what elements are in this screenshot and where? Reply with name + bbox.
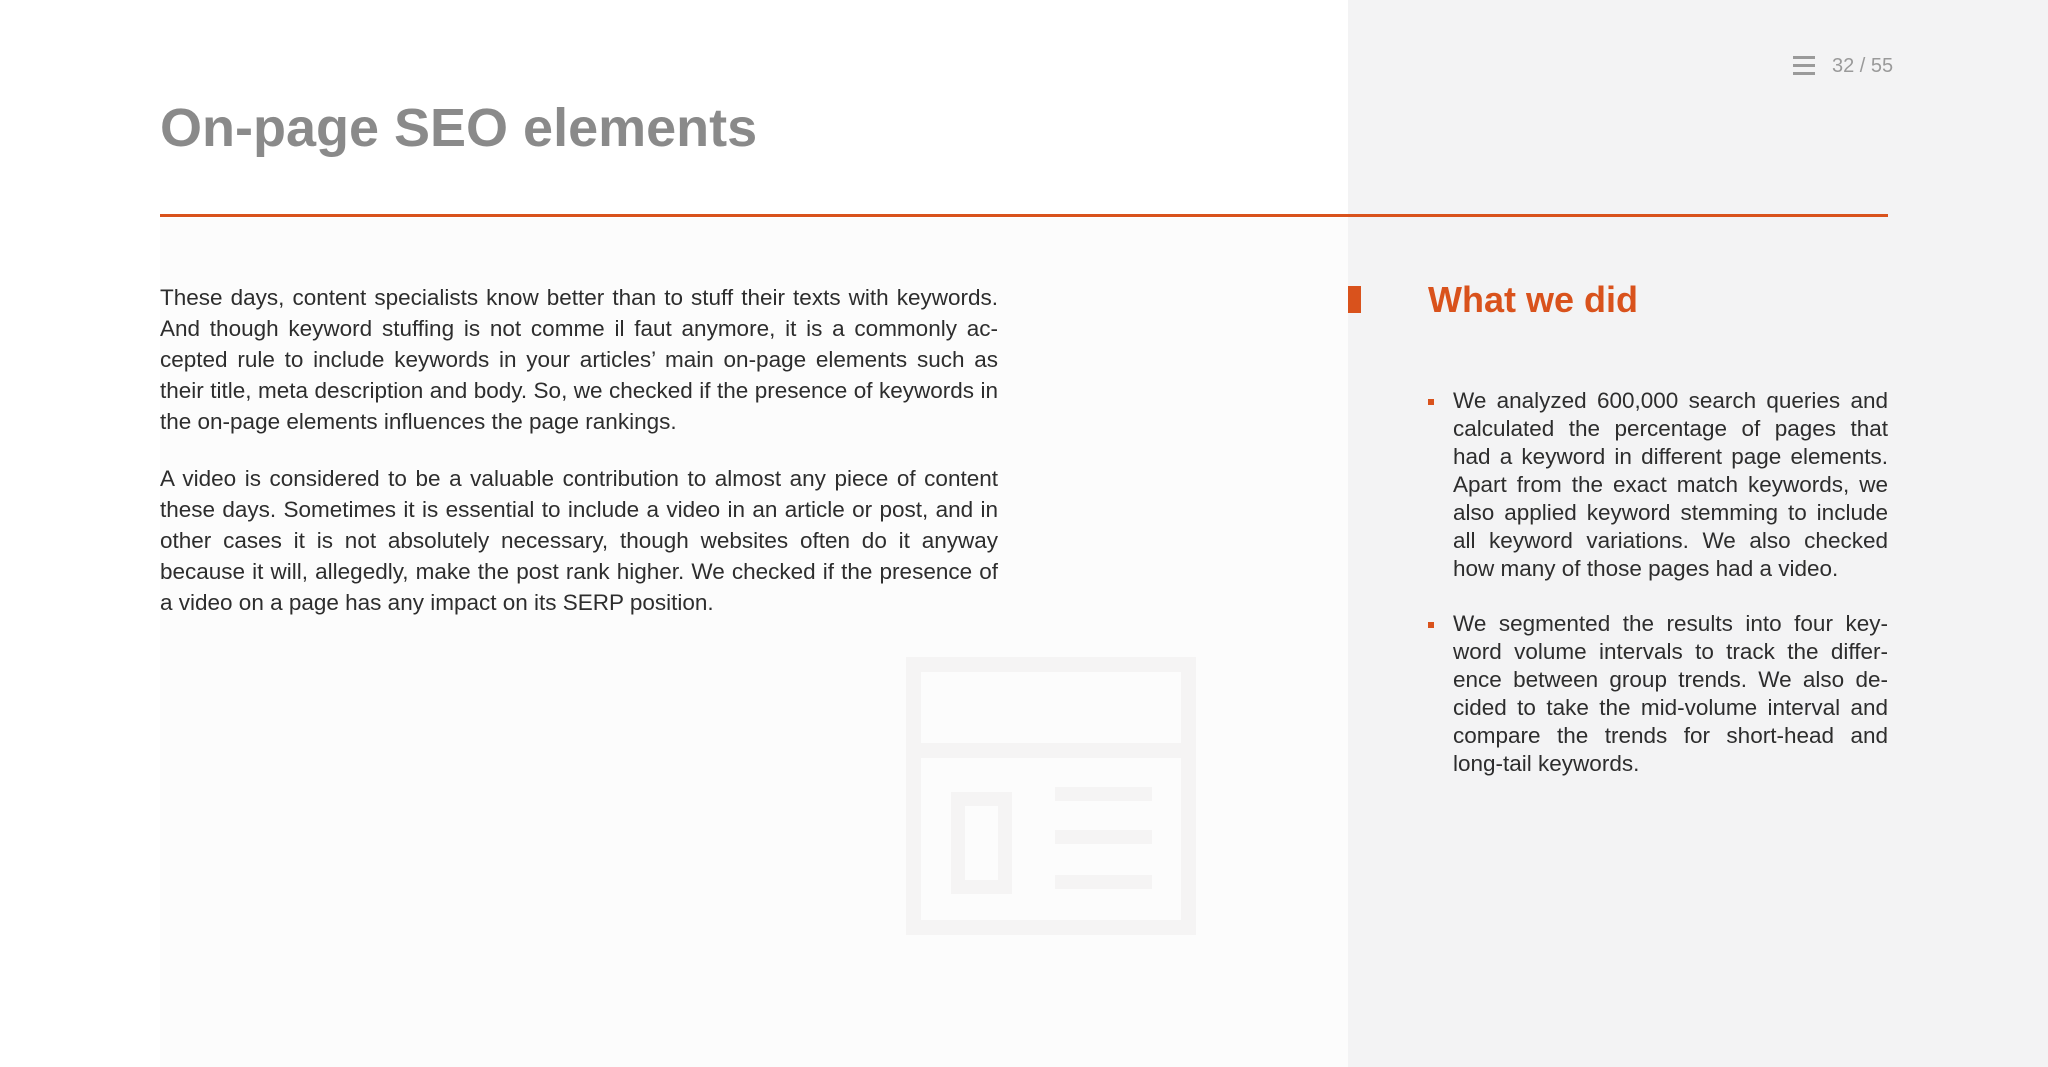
paragraph-keywords: These days, content specialists know better than to stuff their texts with keywords. And though keyword stuffing is not comme il faut anymore, it is a commonly accepted rule to include keywords in your articles’ main on-page elements such as their title, meta description and body. So, we checked if the presence of keywords in the on-page elements influences the page rankings.: [160, 285, 998, 434]
list-item: [1428, 387, 1888, 583]
page-counter: 32 / 55: [1832, 55, 1894, 77]
menu-icon[interactable]: [1793, 56, 1815, 76]
list-item-text: We analyzed 600,000 search queries and calculated the percentage of pages that had a keyword in different page elements. Apart from the exact match keywords, we also applied keyword stemming to include all keyword variations. We also checked how many of those pages had a video.: [1453, 388, 1888, 581]
sidebar-heading: What we did: [1428, 279, 1638, 320]
document-layout-icon: [906, 657, 1196, 935]
bullet-icon: [1428, 399, 1434, 405]
title-divider: [160, 214, 1888, 217]
page-title: On-page SEO elements: [160, 98, 758, 158]
body-text: [160, 282, 998, 644]
bullet-icon: [1428, 622, 1434, 628]
paragraph-video: A video is considered to be a valuable contribution to almost any piece of content these days. Sometimes it is essential to include a video in an article or post, and in other cases it is not absolutely necessary, though websites often do it anyway because it will, allegedly, make the post rank higher. We checked if the presence of a video on a page has any impact on its SERP position.: [160, 466, 998, 615]
bullet-list: [1428, 387, 1888, 805]
list-item-text: We segmented the results into four keyword volume intervals to track the difference between group trends. We also decided to take the mid-volume interval and compare the trends for short-head and long-tail keywords.: [1453, 611, 1888, 776]
heading-marker: [1348, 286, 1361, 313]
list-item: [1428, 610, 1888, 778]
